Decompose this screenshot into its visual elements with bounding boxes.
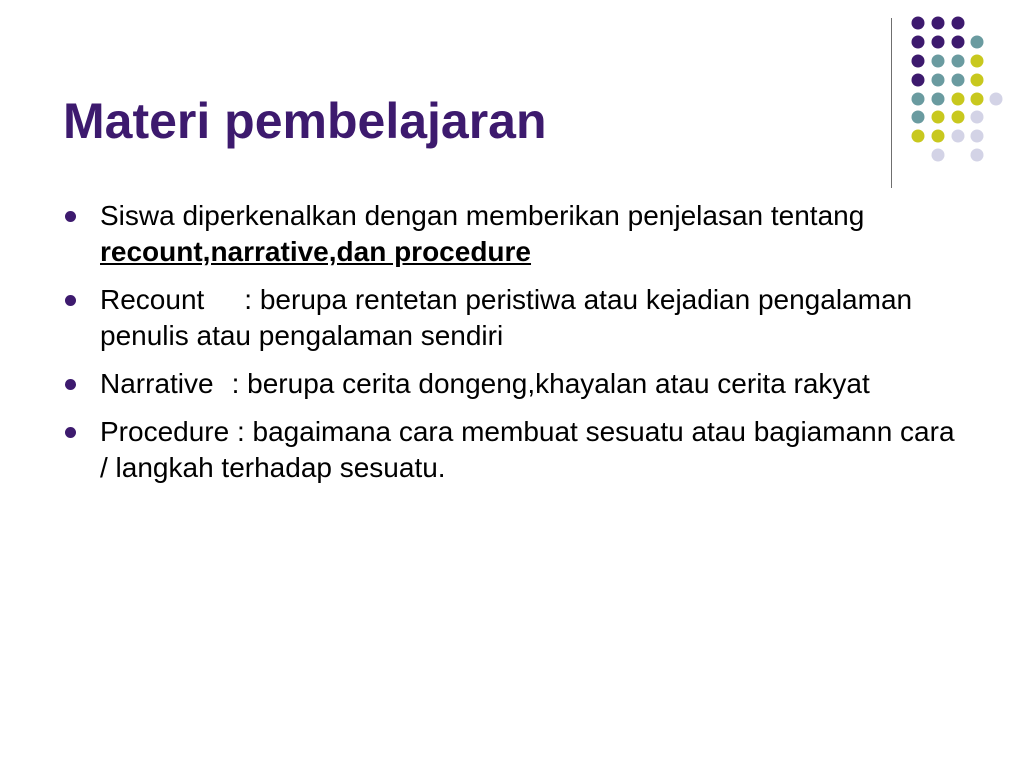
dot <box>971 130 984 143</box>
dot <box>952 111 965 124</box>
bullet-text: Siswa diperkenalkan dengan memberikan penjelasan tentang <box>100 200 865 231</box>
definition-recount: berupa rentetan peristiwa atau kejadian pengalaman penulis atau pengalaman sendiri <box>100 284 913 351</box>
emphasized-topics: recount,narrative,dan procedure <box>100 236 532 267</box>
dot <box>912 17 925 30</box>
dot <box>990 93 1003 106</box>
definition-procedure: bagaimana cara membuat sesuatu atau bagiamann cara / langkah terhadap sesuatu. <box>100 416 955 483</box>
dot <box>971 93 984 106</box>
dot <box>971 55 984 68</box>
dot <box>932 74 945 87</box>
dot <box>912 74 925 87</box>
bullet-item-narrative <box>62 366 962 402</box>
definition-narrative: berupa cerita dongeng,khayalan atau cerita rakyat <box>247 368 870 399</box>
dot <box>971 74 984 87</box>
dot <box>932 55 945 68</box>
slide-title: Materi pembelajaran <box>63 93 547 149</box>
dot <box>932 130 945 143</box>
dot <box>932 93 945 106</box>
term-narrative: Narrative <box>100 368 214 399</box>
bullet-item-recount <box>62 282 962 354</box>
dot <box>912 55 925 68</box>
bullet-icon <box>65 211 76 222</box>
bullet-icon <box>65 379 76 390</box>
term-recount: Recount <box>100 284 205 315</box>
dot <box>912 36 925 49</box>
bullet-item-procedure <box>62 414 962 486</box>
dot <box>912 130 925 143</box>
bullet-icon <box>65 427 76 438</box>
dot <box>932 149 945 162</box>
dot <box>912 93 925 106</box>
dot <box>952 130 965 143</box>
term-procedure: Procedure <box>100 416 230 447</box>
dot <box>952 55 965 68</box>
dot <box>971 36 984 49</box>
dot <box>971 149 984 162</box>
dot <box>952 93 965 106</box>
dot <box>971 111 984 124</box>
dot <box>952 74 965 87</box>
dot <box>912 111 925 124</box>
term-separator: : <box>236 416 245 447</box>
bullet-icon <box>65 295 76 306</box>
dot <box>932 36 945 49</box>
dot <box>932 111 945 124</box>
dot <box>952 17 965 30</box>
term-separator: : <box>244 284 253 315</box>
bullet-item-intro <box>62 198 962 270</box>
decorative-dot-grid <box>0 0 1024 200</box>
term-separator: : <box>231 368 240 399</box>
dot <box>952 36 965 49</box>
bullet-list <box>62 198 962 498</box>
dot <box>932 17 945 30</box>
